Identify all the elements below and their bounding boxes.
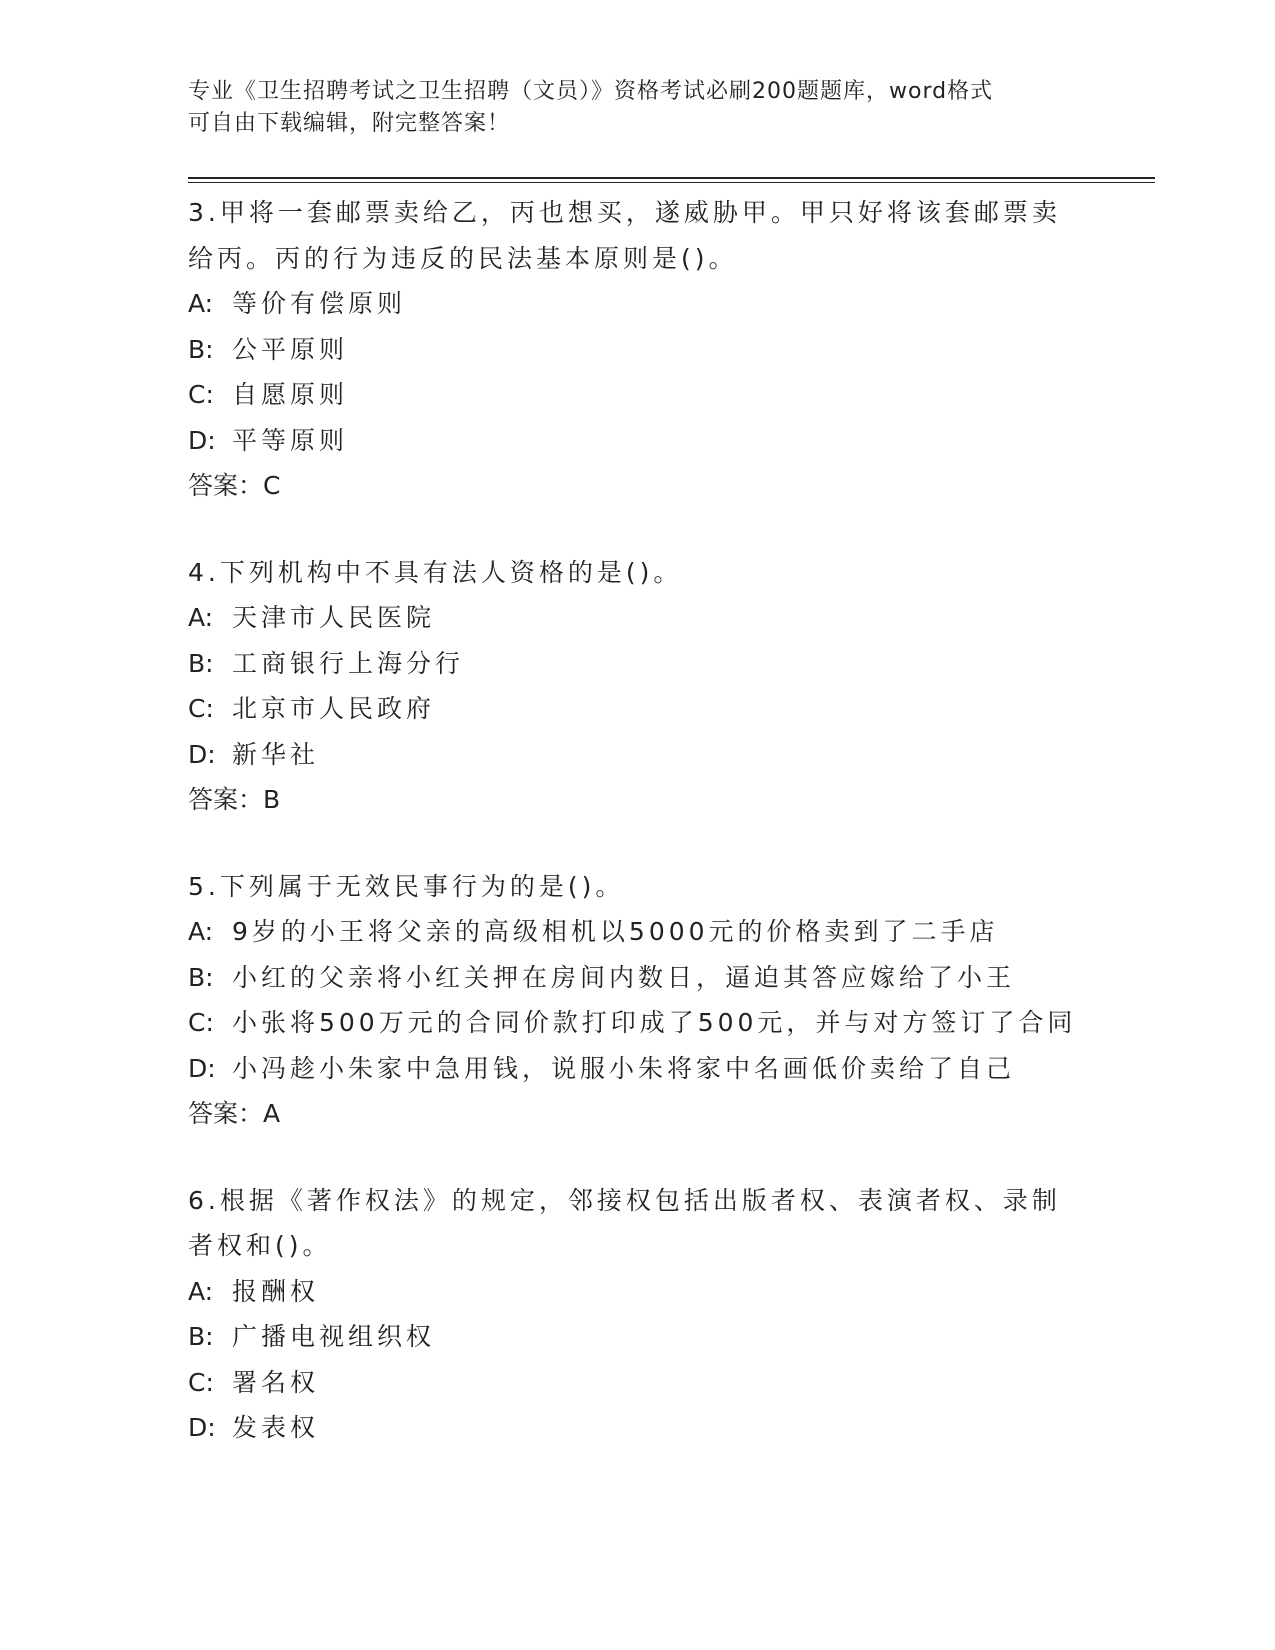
answer-line: 答案：C [188, 471, 281, 500]
question-stem-line: 3.甲将一套邮票卖给乙，丙也想买，遂威胁甲。甲只好将该套邮票卖 [188, 198, 1061, 227]
option-c [188, 1000, 1088, 1046]
option-letter: A: [188, 1276, 214, 1306]
option-letter: B: [188, 962, 214, 992]
option-text: 署名权 [232, 1367, 320, 1397]
option-letter: D: [188, 1053, 216, 1083]
question-stem-line: 者权和()。 [188, 1231, 332, 1260]
option-a [188, 595, 1088, 641]
option-a [188, 909, 1088, 955]
document-header [188, 76, 1068, 140]
answer-line: 答案：A [188, 1099, 281, 1128]
option-letter: D: [188, 1413, 216, 1442]
header-divider-thick [188, 177, 1155, 179]
answer-line: 答案：B [188, 785, 281, 814]
option-letter: C: [188, 694, 214, 723]
question-3 [188, 190, 1088, 509]
option-letter: C: [188, 1008, 214, 1037]
question-4 [188, 550, 1088, 823]
option-b [188, 955, 1088, 1001]
option-d [188, 1046, 1088, 1092]
option-a [188, 1269, 1088, 1315]
option-text: 小红的父亲将小红关押在房间内数日，逼迫其答应嫁给了小王 [232, 962, 1016, 992]
option-letter: A: [188, 917, 214, 946]
option-text: 北京市人民政府 [232, 694, 436, 723]
question-stem-line: 4.下列机构中不具有法人资格的是()。 [188, 557, 683, 587]
question-stem-line: 5.下列属于无效民事行为的是()。 [188, 871, 625, 901]
option-b [188, 641, 1088, 687]
question-stem-line: 给丙。丙的行为违反的民法基本原则是()。 [188, 243, 738, 273]
question-stem [188, 550, 1088, 596]
question-5 [188, 864, 1088, 1137]
option-text: 公平原则 [232, 334, 349, 364]
option-c [188, 686, 1088, 732]
option-letter: D: [188, 425, 216, 455]
question-stem [188, 1178, 1088, 1269]
option-text: 天津市人民医院 [232, 603, 436, 632]
option-text: 小冯趁小朱家中急用钱，说服小朱将家中名画低价卖给了自己 [232, 1053, 1016, 1083]
option-letter: D: [188, 739, 216, 769]
question-stem [188, 190, 1088, 281]
option-text: 新华社 [232, 739, 320, 769]
option-letter: A: [188, 603, 214, 632]
option-text: 自愿原则 [232, 380, 349, 409]
option-c [188, 372, 1088, 418]
option-letter: B: [188, 648, 214, 678]
question-list [188, 190, 1088, 1492]
option-text: 广播电视组织权 [232, 1322, 436, 1351]
option-letter: C: [188, 1367, 214, 1397]
option-text: 平等原则 [232, 425, 349, 455]
header-title-line-1: 专业《卫生招聘考试之卫生招聘（文员）》资格考试必刷200题题库，word格式 [188, 79, 994, 104]
option-text: 等价有偿原则 [232, 289, 407, 318]
option-d [188, 732, 1088, 778]
question-stem-line: 6.根据《著作权法》的规定，邻接权包括出版者权、表演者权、录制 [188, 1185, 1061, 1215]
option-b [188, 327, 1088, 373]
option-c [188, 1360, 1088, 1406]
option-letter: C: [188, 380, 214, 409]
option-text: 发表权 [232, 1413, 320, 1442]
option-letter: B: [188, 334, 214, 364]
option-d [188, 418, 1088, 464]
option-letter: B: [188, 1322, 214, 1351]
option-a [188, 281, 1088, 327]
header-divider-thin [188, 182, 1155, 183]
option-letter: A: [188, 289, 214, 318]
option-text: 9岁的小王将父亲的高级相机以5000元的价格卖到了二手店 [232, 917, 999, 946]
question-stem [188, 864, 1088, 910]
option-b [188, 1314, 1088, 1360]
option-text: 小张将500万元的合同价款打印成了500元，并与对方签订了合同 [232, 1008, 1077, 1037]
header-title-line-2: 可自由下载编辑，附完整答案！ [188, 111, 511, 136]
option-d [188, 1405, 1088, 1451]
question-6 [188, 1178, 1088, 1451]
option-text: 报酬权 [232, 1276, 320, 1306]
option-text: 工商银行上海分行 [232, 648, 465, 678]
